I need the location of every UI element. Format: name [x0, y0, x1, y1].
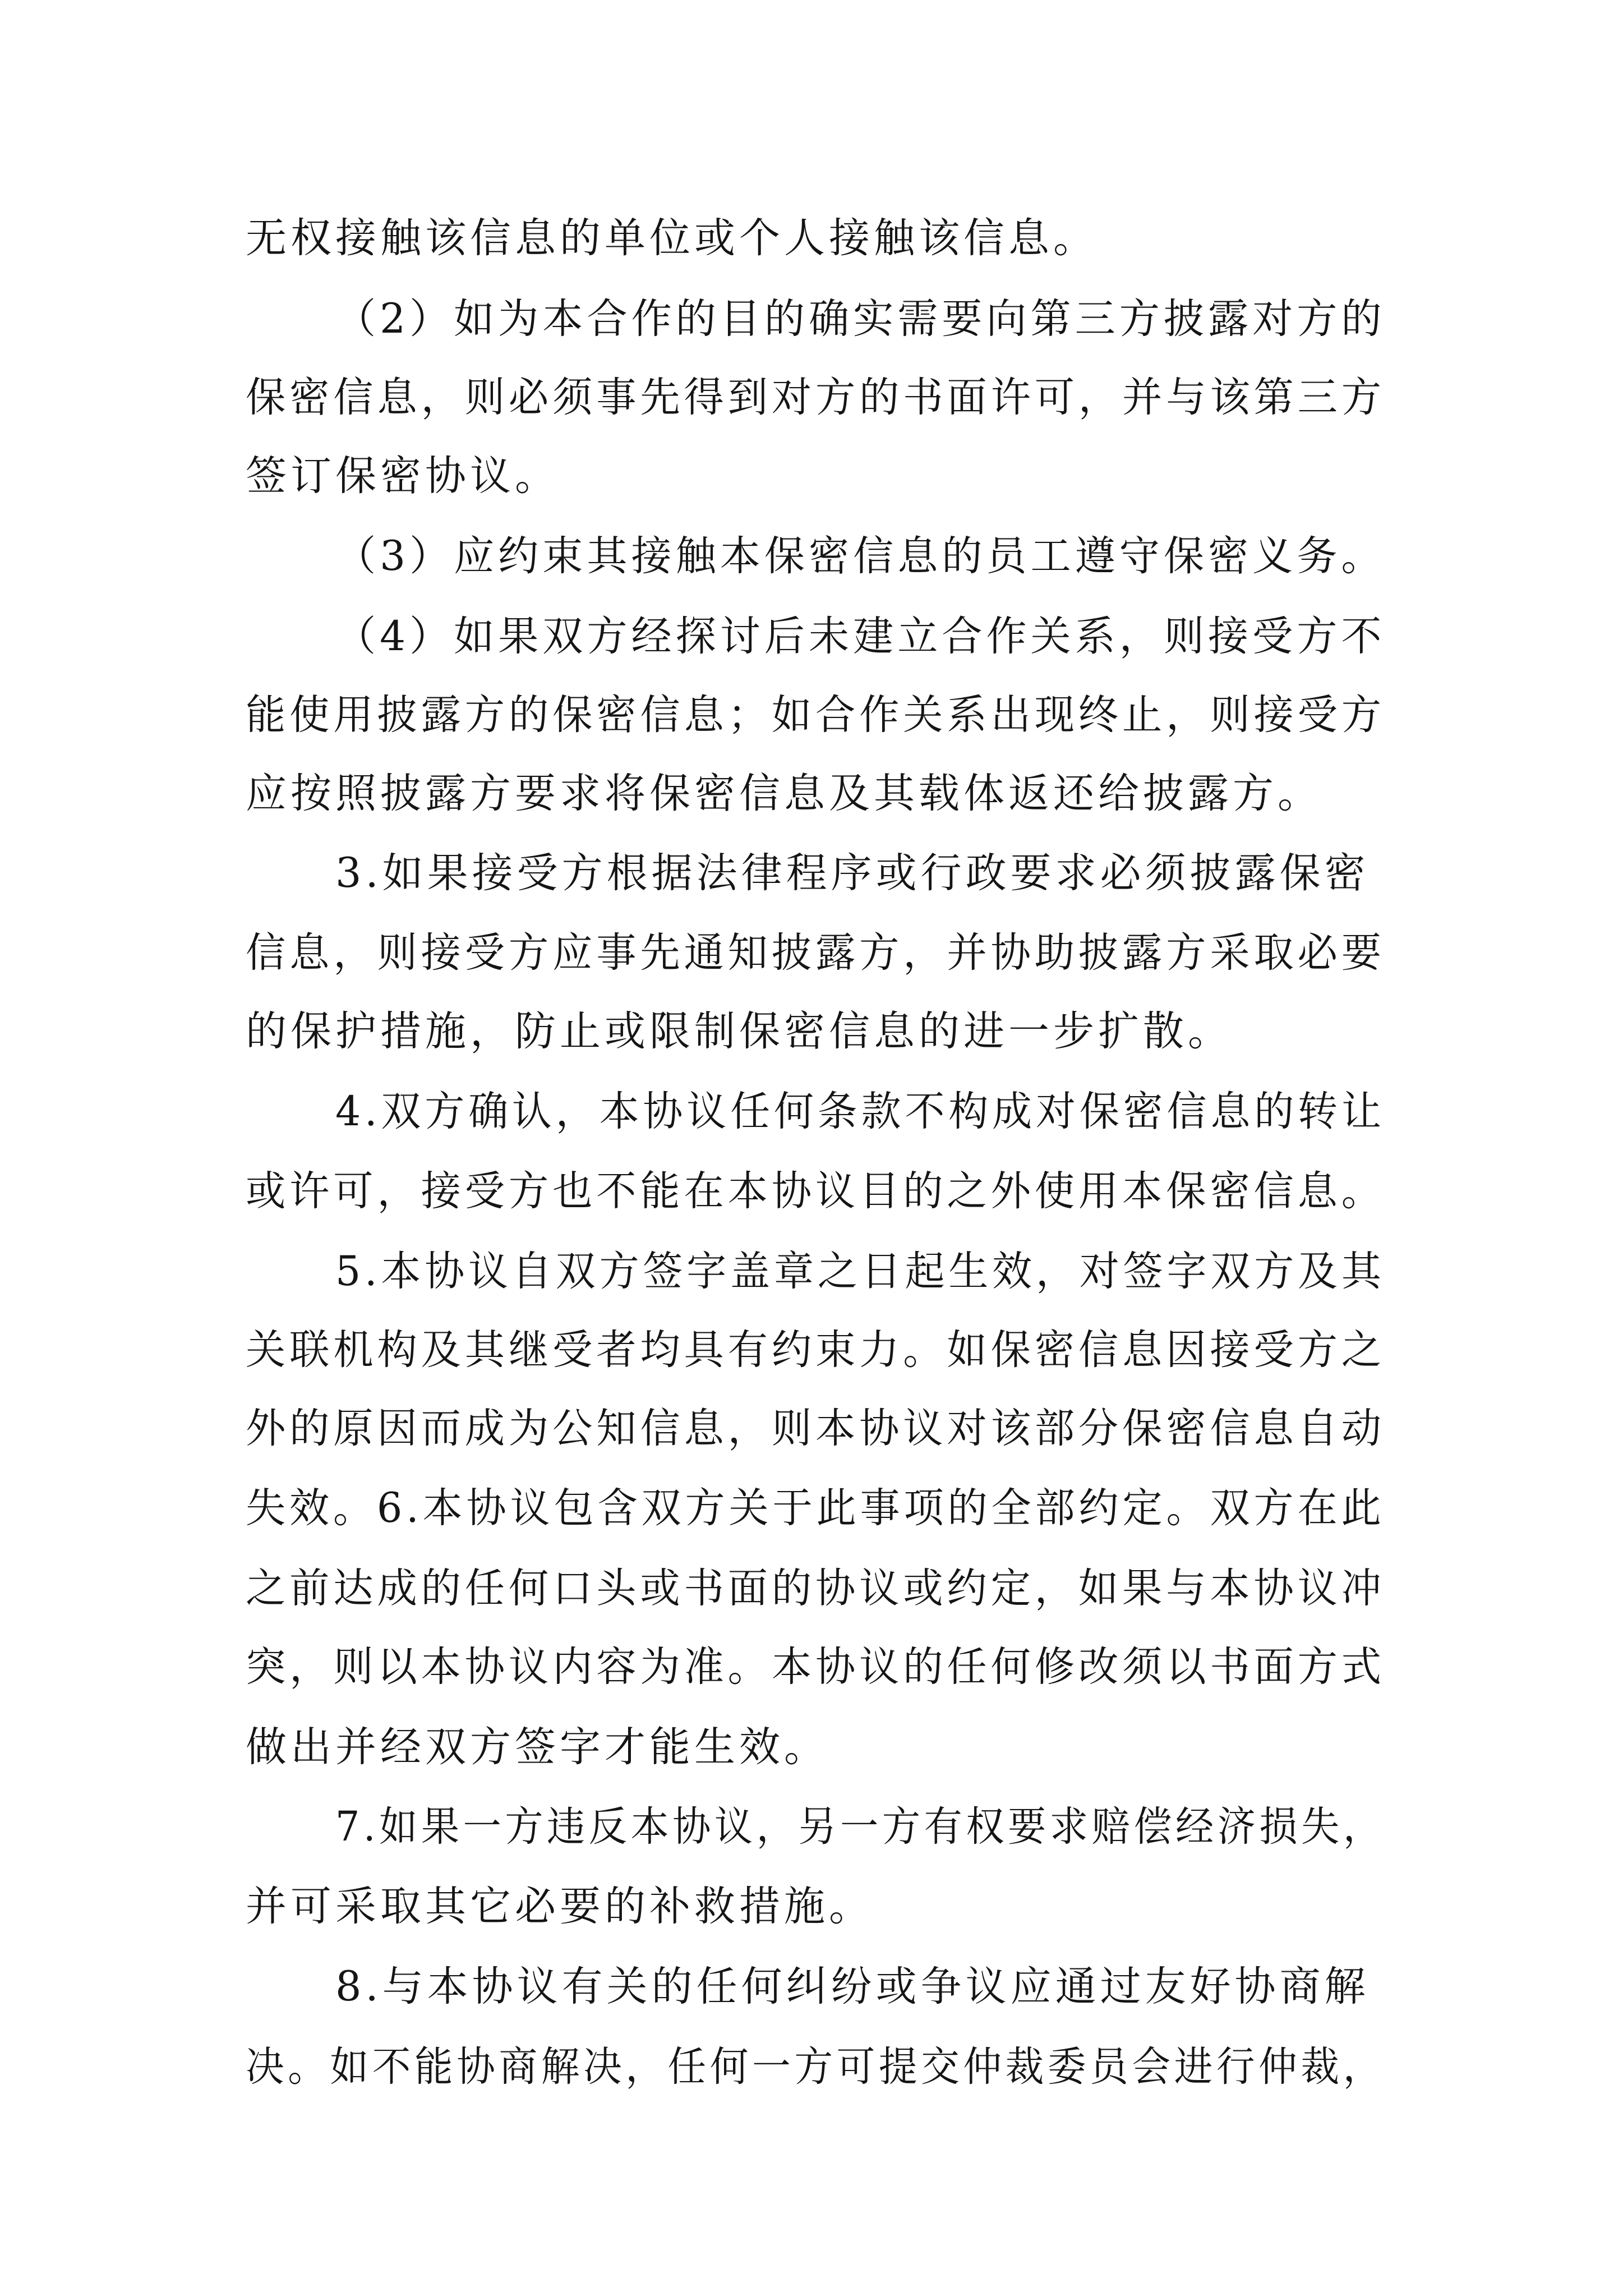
text-line: （2）如为本合作的目的确实需要向第三方披露对方的	[335, 295, 1386, 343]
text-line: （3）应约束其接触本保密信息的员工遵守保密义务。	[335, 532, 1386, 580]
text-line: 的保护措施，防止或限制保密信息的进一步扩散。	[246, 1007, 1233, 1055]
text-line: 外的原因而成为公知信息，则本协议对该部分保密信息自动	[246, 1405, 1385, 1452]
text-line: 能使用披露方的保密信息；如合作关系出现终止，则接受方	[246, 691, 1385, 739]
text-line: 保密信息，则必须事先得到对方的书面许可，并与该第三方	[246, 374, 1385, 421]
text-line: 3.如果接受方根据法律程序或行政要求必须披露保密	[335, 849, 1370, 897]
text-line: 突，则以本协议内容为准。本协议的任何修改须以书面方式	[246, 1643, 1385, 1691]
text-line: 签订保密协议。	[246, 452, 560, 500]
text-line: 4.双方确认，本协议任何条款不构成对保密信息的转让	[335, 1088, 1385, 1135]
text-line: 7.如果一方违反本协议，另一方有权要求赔偿经济损失，	[335, 1803, 1385, 1851]
text-line: 应按照披露方要求将保密信息及其载体返还给披露方。	[246, 770, 1322, 817]
text-line: 5.本协议自双方签字盖章之日起生效，对签字双方及其	[335, 1248, 1385, 1295]
text-line: 做出并经双方签字才能生效。	[246, 1723, 829, 1771]
text-line: 8.与本协议有关的任何纠纷或争议应通过友好协商解	[335, 1963, 1370, 2010]
text-line: 或许可，接受方也不能在本协议目的之外使用本保密信息。	[246, 1167, 1385, 1215]
text-line: 无权接触该信息的单位或个人接触该信息。	[246, 214, 1098, 262]
text-line: 信息，则接受方应事先通知披露方，并协助披露方采取必要	[246, 929, 1385, 977]
text-line: 之前达成的任何口头或书面的协议或约定，如果与本协议冲	[246, 1565, 1385, 1612]
text-line: 失效。6.本协议包含双方关于此事项的全部约定。双方在此	[246, 1484, 1385, 1532]
text-line: 决。如不能协商解决，任何一方可提交仲裁委员会进行仲裁，	[246, 2043, 1385, 2091]
text-line: 关联机构及其继受者均具有约束力。如保密信息因接受方之	[246, 1326, 1385, 1374]
text-line: 并可采取其它必要的补救措施。	[246, 1883, 874, 1930]
text-line: （4）如果双方经探讨后未建立合作关系，则接受方不	[335, 613, 1386, 660]
